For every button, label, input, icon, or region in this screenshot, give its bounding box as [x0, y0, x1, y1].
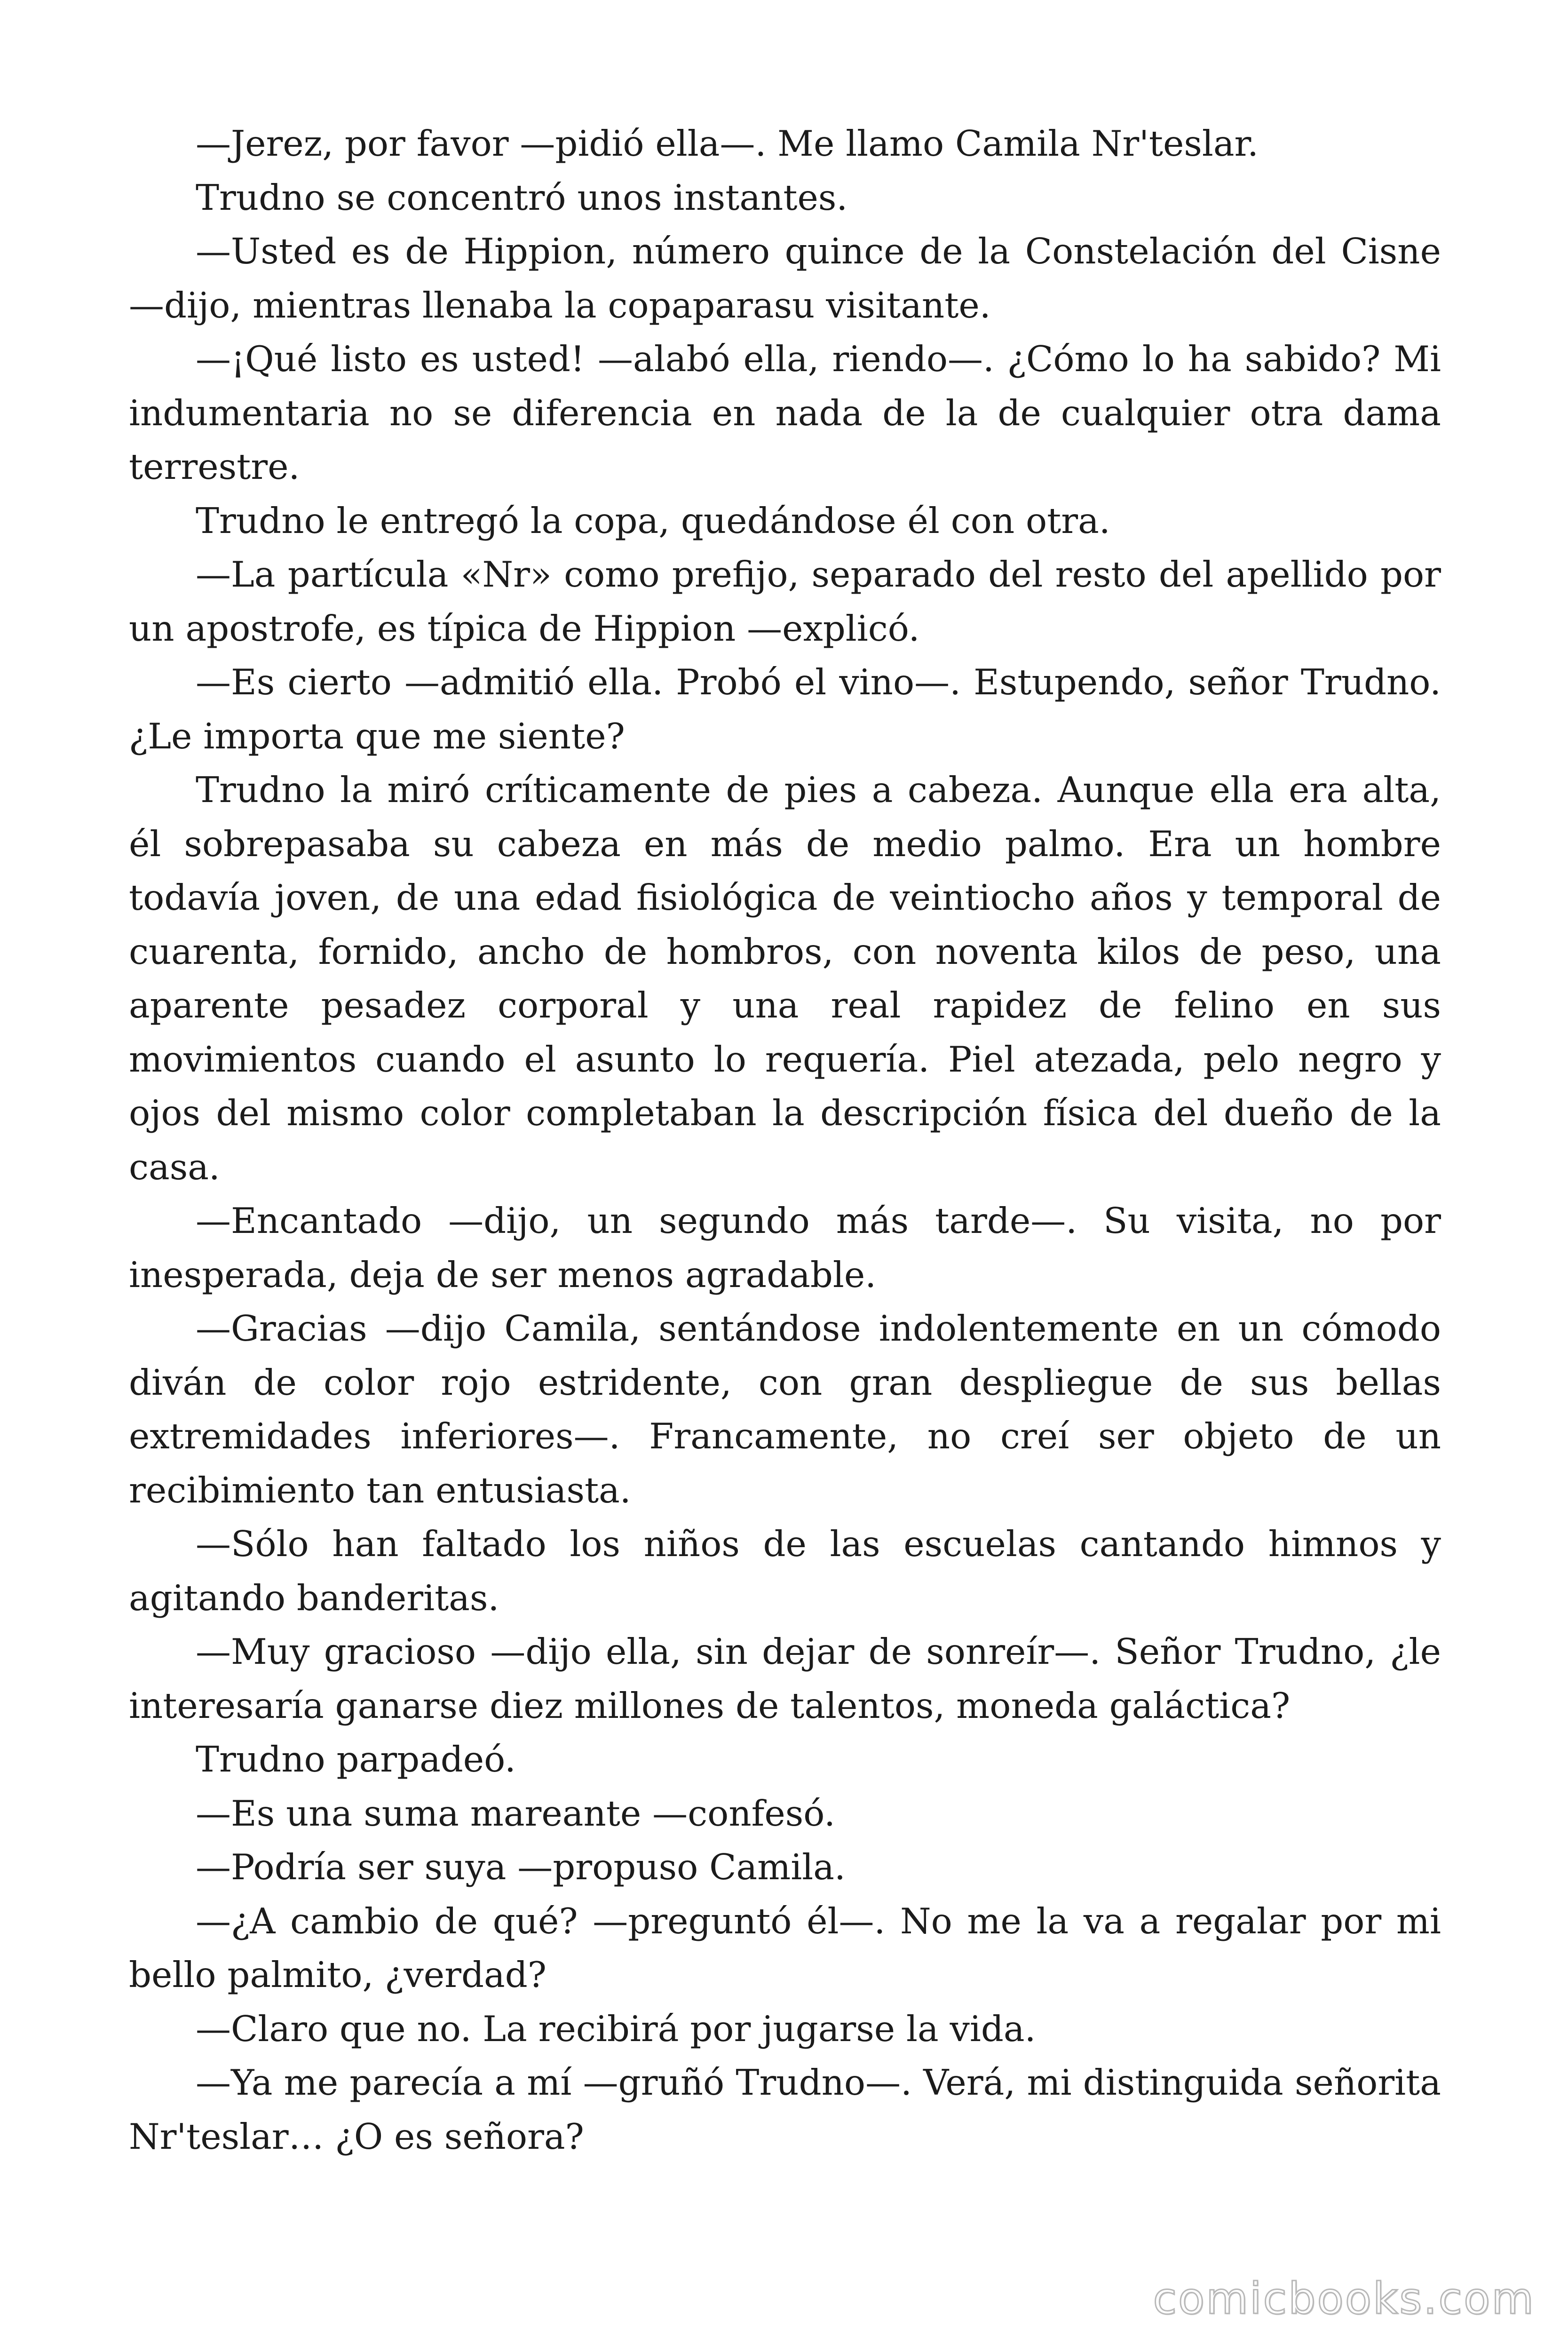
paragraph: —Podría ser suya —propuso Camila.: [196, 1846, 846, 1888]
paragraph: Trudno parpadeó.: [196, 1739, 516, 1780]
paragraph: —Usted es de Hippion, número quince de la Constelación del Cisne —dijo, mientras llenaba la copaparasu visitante.: [129, 230, 1441, 326]
watermark: comicbooks.com: [1153, 2273, 1535, 2324]
paragraph: —Es una suma mareante —confesó.: [196, 1792, 835, 1834]
paragraph: —Encantado —dijo, un segundo más tarde—. Su visita, no por inesperada, deja de ser menos agradable.: [129, 1200, 1441, 1295]
paragraph: —Es cierto —admitió ella. Probó el vino—. Estupendo, señor Trudno. ¿Le importa que me siente?: [129, 661, 1441, 757]
paragraph: —Ya me parecía a mí —gruñó Trudno—. Verá, mi distinguida señorita Nr'teslar… ¿O es señora?: [129, 2062, 1441, 2157]
page-text: [129, 117, 1441, 2163]
paragraph: Trudno le entregó la copa, quedándose él con otra.: [196, 500, 1110, 541]
paragraph: —Gracias —dijo Camila, sentándose indolentemente en un cómodo diván de color rojo estridente, con gran despliegue de sus bellas extremidades inferiores—. Francamente, no creí ser objeto de un recibimiento tan entusiasta.: [129, 1308, 1441, 1511]
paragraph: —¿A cambio de qué? —preguntó él—. No me la va a regalar por mi bello palmito, ¿verdad?: [129, 1900, 1441, 1995]
paragraph: —Muy gracioso —dijo ella, sin dejar de sonreír—. Señor Trudno, ¿le interesaría ganarse diez millones de talentos, moneda galáctica?: [129, 1631, 1441, 1726]
paragraph: —Sólo han faltado los niños de las escuelas cantando himnos y agitando banderitas.: [129, 1523, 1441, 1619]
paragraph: —Jerez, por favor —pidió ella—. Me llamo Camila Nr'teslar.: [196, 123, 1259, 164]
paragraph: Trudno se concentró unos instantes.: [196, 176, 848, 218]
paragraph: —¡Qué listo es usted! —alabó ella, riendo—. ¿Cómo lo ha sabido? Mi indumentaria no se diferencia en nada de la de cualquier otra dama terrestre.: [129, 338, 1441, 487]
paragraph: Trudno la miró críticamente de pies a cabeza. Aunque ella era alta, él sobrepasaba su cabeza en más de medio palmo. Era un hombre todavía joven, de una edad fisiológica de veintiocho años y temporal de cuarenta, fornido, ancho de hombros, con noventa kilos de peso, una aparente pesadez corporal y una real rapidez de felino en sus movimientos cuando el asunto lo requería. Piel atezada, pelo negro y ojos del mismo color completaban la descripción física del dueño de la casa.: [129, 769, 1441, 1188]
paragraph: —La partícula «Nr» como prefijo, separado del resto del apellido por un apostrofe, es típica de Hippion —explicó.: [129, 554, 1441, 649]
paragraph: —Claro que no. La recibirá por jugarse la vida.: [196, 2008, 1036, 2050]
